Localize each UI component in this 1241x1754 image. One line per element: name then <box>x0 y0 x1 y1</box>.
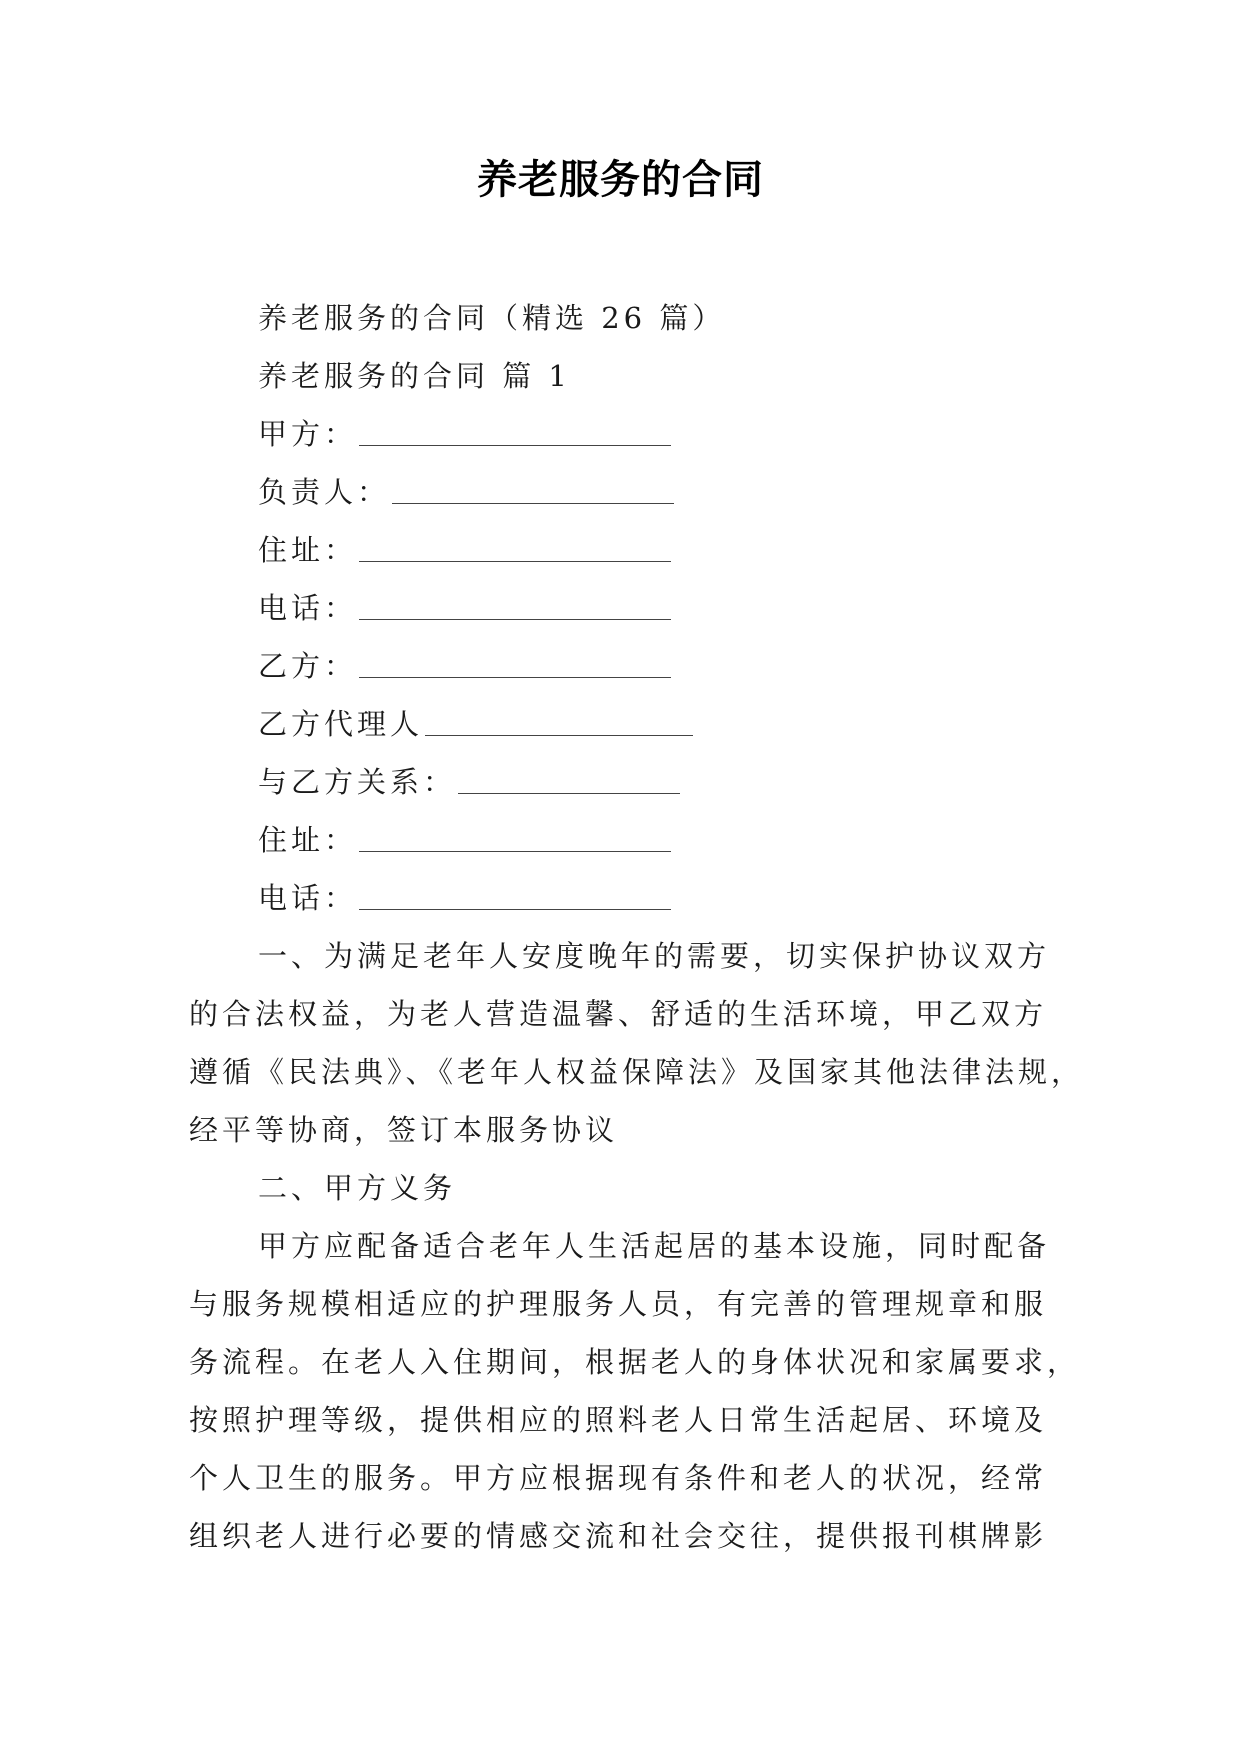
field-address-a <box>189 521 1051 579</box>
paragraph-line: 甲方应配备适合老年人生活起居的基本设施，同时配备 <box>258 1229 1051 1263</box>
clause-1 <box>189 927 1085 1159</box>
party-fields <box>189 405 1051 927</box>
field-label: 住址： <box>258 823 358 857</box>
field-label: 住址： <box>258 533 358 567</box>
fill-in-blank[interactable] <box>458 753 680 794</box>
field-label: 与乙方关系： <box>258 765 457 799</box>
paragraph-line: 务流程。在老人入住期间，根据老人的身体状况和家属要求， <box>189 1345 1081 1379</box>
field-party-b-agent <box>189 695 1051 753</box>
fill-in-blank[interactable] <box>425 695 693 736</box>
field-phone-b <box>189 869 1051 927</box>
field-label: 负责人： <box>258 475 391 509</box>
field-phone-a <box>189 579 1051 637</box>
clause-2 <box>189 1217 1081 1565</box>
section-heading: 养老服务的合同 篇 1 <box>258 359 571 393</box>
fill-in-blank[interactable] <box>359 405 671 446</box>
field-party-b <box>189 637 1051 695</box>
fill-in-blank[interactable] <box>359 579 671 620</box>
fill-in-blank[interactable] <box>359 637 671 678</box>
fill-in-blank[interactable] <box>359 521 671 562</box>
document-subtitle: 养老服务的合同（精选 26 篇） <box>258 301 726 335</box>
document-body <box>189 289 1085 1565</box>
field-party-a <box>189 405 1051 463</box>
field-label: 电话： <box>258 881 358 915</box>
paragraph-line: 个人卫生的服务。甲方应根据现有条件和老人的状况，经常 <box>189 1461 1048 1495</box>
field-relation-to-b <box>189 753 1051 811</box>
fill-in-blank[interactable] <box>392 463 674 504</box>
paragraph-line: 遵循《民法典》、《老年人权益保障法》及国家其他法律法规， <box>189 1055 1085 1089</box>
paragraph-line: 与服务规模相适应的护理服务人员，有完善的管理规章和服 <box>189 1287 1048 1321</box>
field-label: 乙方代理人 <box>258 707 424 741</box>
field-label: 甲方： <box>258 417 358 451</box>
clause-2-heading: 二、甲方义务 <box>258 1171 457 1205</box>
paragraph-line: 一、为满足老年人安度晚年的需要，切实保护协议双方 <box>258 939 1051 973</box>
paragraph-line: 按照护理等级，提供相应的照料老人日常生活起居、环境及 <box>189 1403 1048 1437</box>
fill-in-blank[interactable] <box>359 811 671 852</box>
field-person-in-charge <box>189 463 1051 521</box>
paragraph-line: 的合法权益，为老人营造温馨、舒适的生活环境，甲乙双方 <box>189 997 1048 1031</box>
paragraph-line: 组织老人进行必要的情感交流和社会交往，提供报刊棋牌影 <box>189 1519 1048 1553</box>
document-title: 养老服务的合同 <box>477 157 764 203</box>
field-label: 乙方： <box>258 649 358 683</box>
fill-in-blank[interactable] <box>359 869 671 910</box>
paragraph-line: 经平等协商，签订本服务协议 <box>189 1113 619 1147</box>
field-address-b <box>189 811 1051 869</box>
field-label: 电话： <box>258 591 358 625</box>
